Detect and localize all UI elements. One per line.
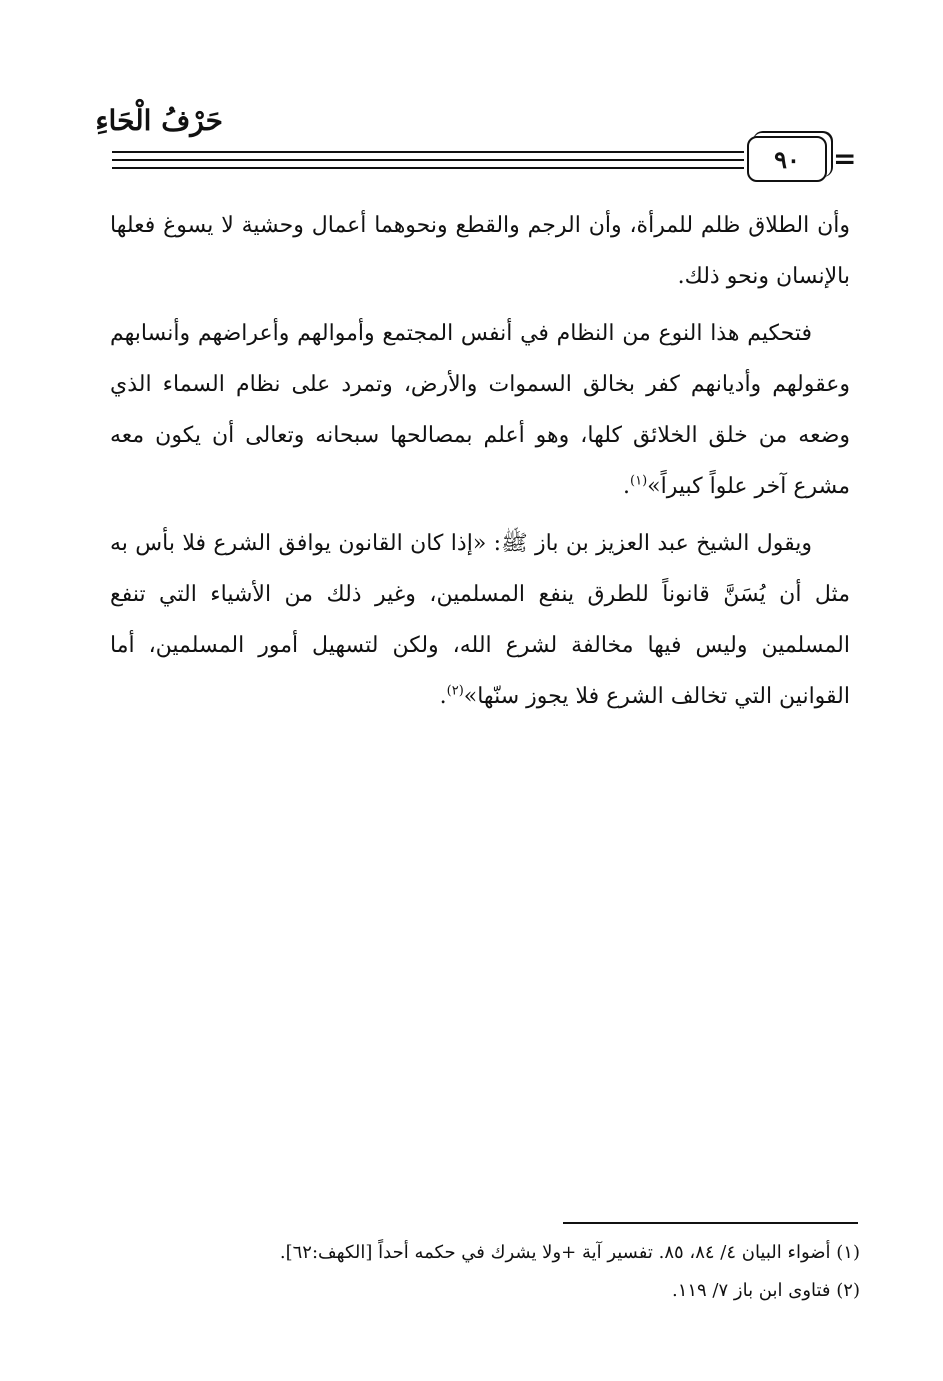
paragraph: [110, 518, 850, 722]
header-rule: [112, 167, 744, 169]
footnote-separator: [563, 1222, 858, 1224]
footnote-ref: (١): [630, 473, 648, 489]
footnote: (١) أضواء البيان ٤/ ٨٤، ٨٥. تفسير آية +ولا يشرك في حكمه أحداً [الكهف:٦٢].: [279, 1242, 860, 1263]
header-marker: =: [833, 142, 857, 175]
page-number-text: ٩٠: [774, 144, 800, 174]
punctuation: .: [623, 474, 630, 499]
paragraph-text: وأن الطلاق ظلم للمرأة، وأن الرجم والقطع ونحوهما أعمال وحشية لا يسوغ فعلها بالإنسان ونحو ذلك.: [110, 213, 850, 289]
running-title: حَرْفُ الْحَاءِ: [95, 104, 223, 137]
paragraph-text: فتحكيم هذا النوع من النظام في أنفس المجتمع وأموالهم وأعراضهم وأنسابهم وعقولهم وأديانهم كفر بخالق السموات والأرض، وتمرد على نظام السماء الذي وضعه من خلق الخلائق كلها، وهو أعلم بمصالحها سبحانه وتعالى أن يكون معه مشرع آخر علواً كبيراً»: [110, 321, 850, 499]
paragraph: [110, 200, 850, 302]
main-text: [110, 200, 850, 728]
footnote-ref: (٢): [446, 683, 464, 699]
paragraph: [110, 308, 850, 512]
paragraph-text: ويقول الشيخ عبد العزيز بن باز ﷺ: «إذا كان القانون يوافق الشرع فلا بأس به مثل أن يُسَنَّ قانوناً للطرق ينفع المسلمين، وغير ذلك من الأشياء التي تنفع المسلمين وليس فيها مخالفة لشرع الله، ولكن لتسهيل أمور المسلمين، أما القوانين التي تخالف الشرع فلا يجوز سنّها»: [110, 531, 850, 709]
punctuation: .: [439, 684, 447, 709]
header-rule: [112, 151, 744, 153]
header-rule: [112, 159, 744, 161]
footnote: (٢) فتاوى ابن باز ٧/ ١١٩.: [671, 1280, 860, 1301]
footnotes: [230, 1234, 860, 1310]
page-number: [747, 136, 827, 182]
